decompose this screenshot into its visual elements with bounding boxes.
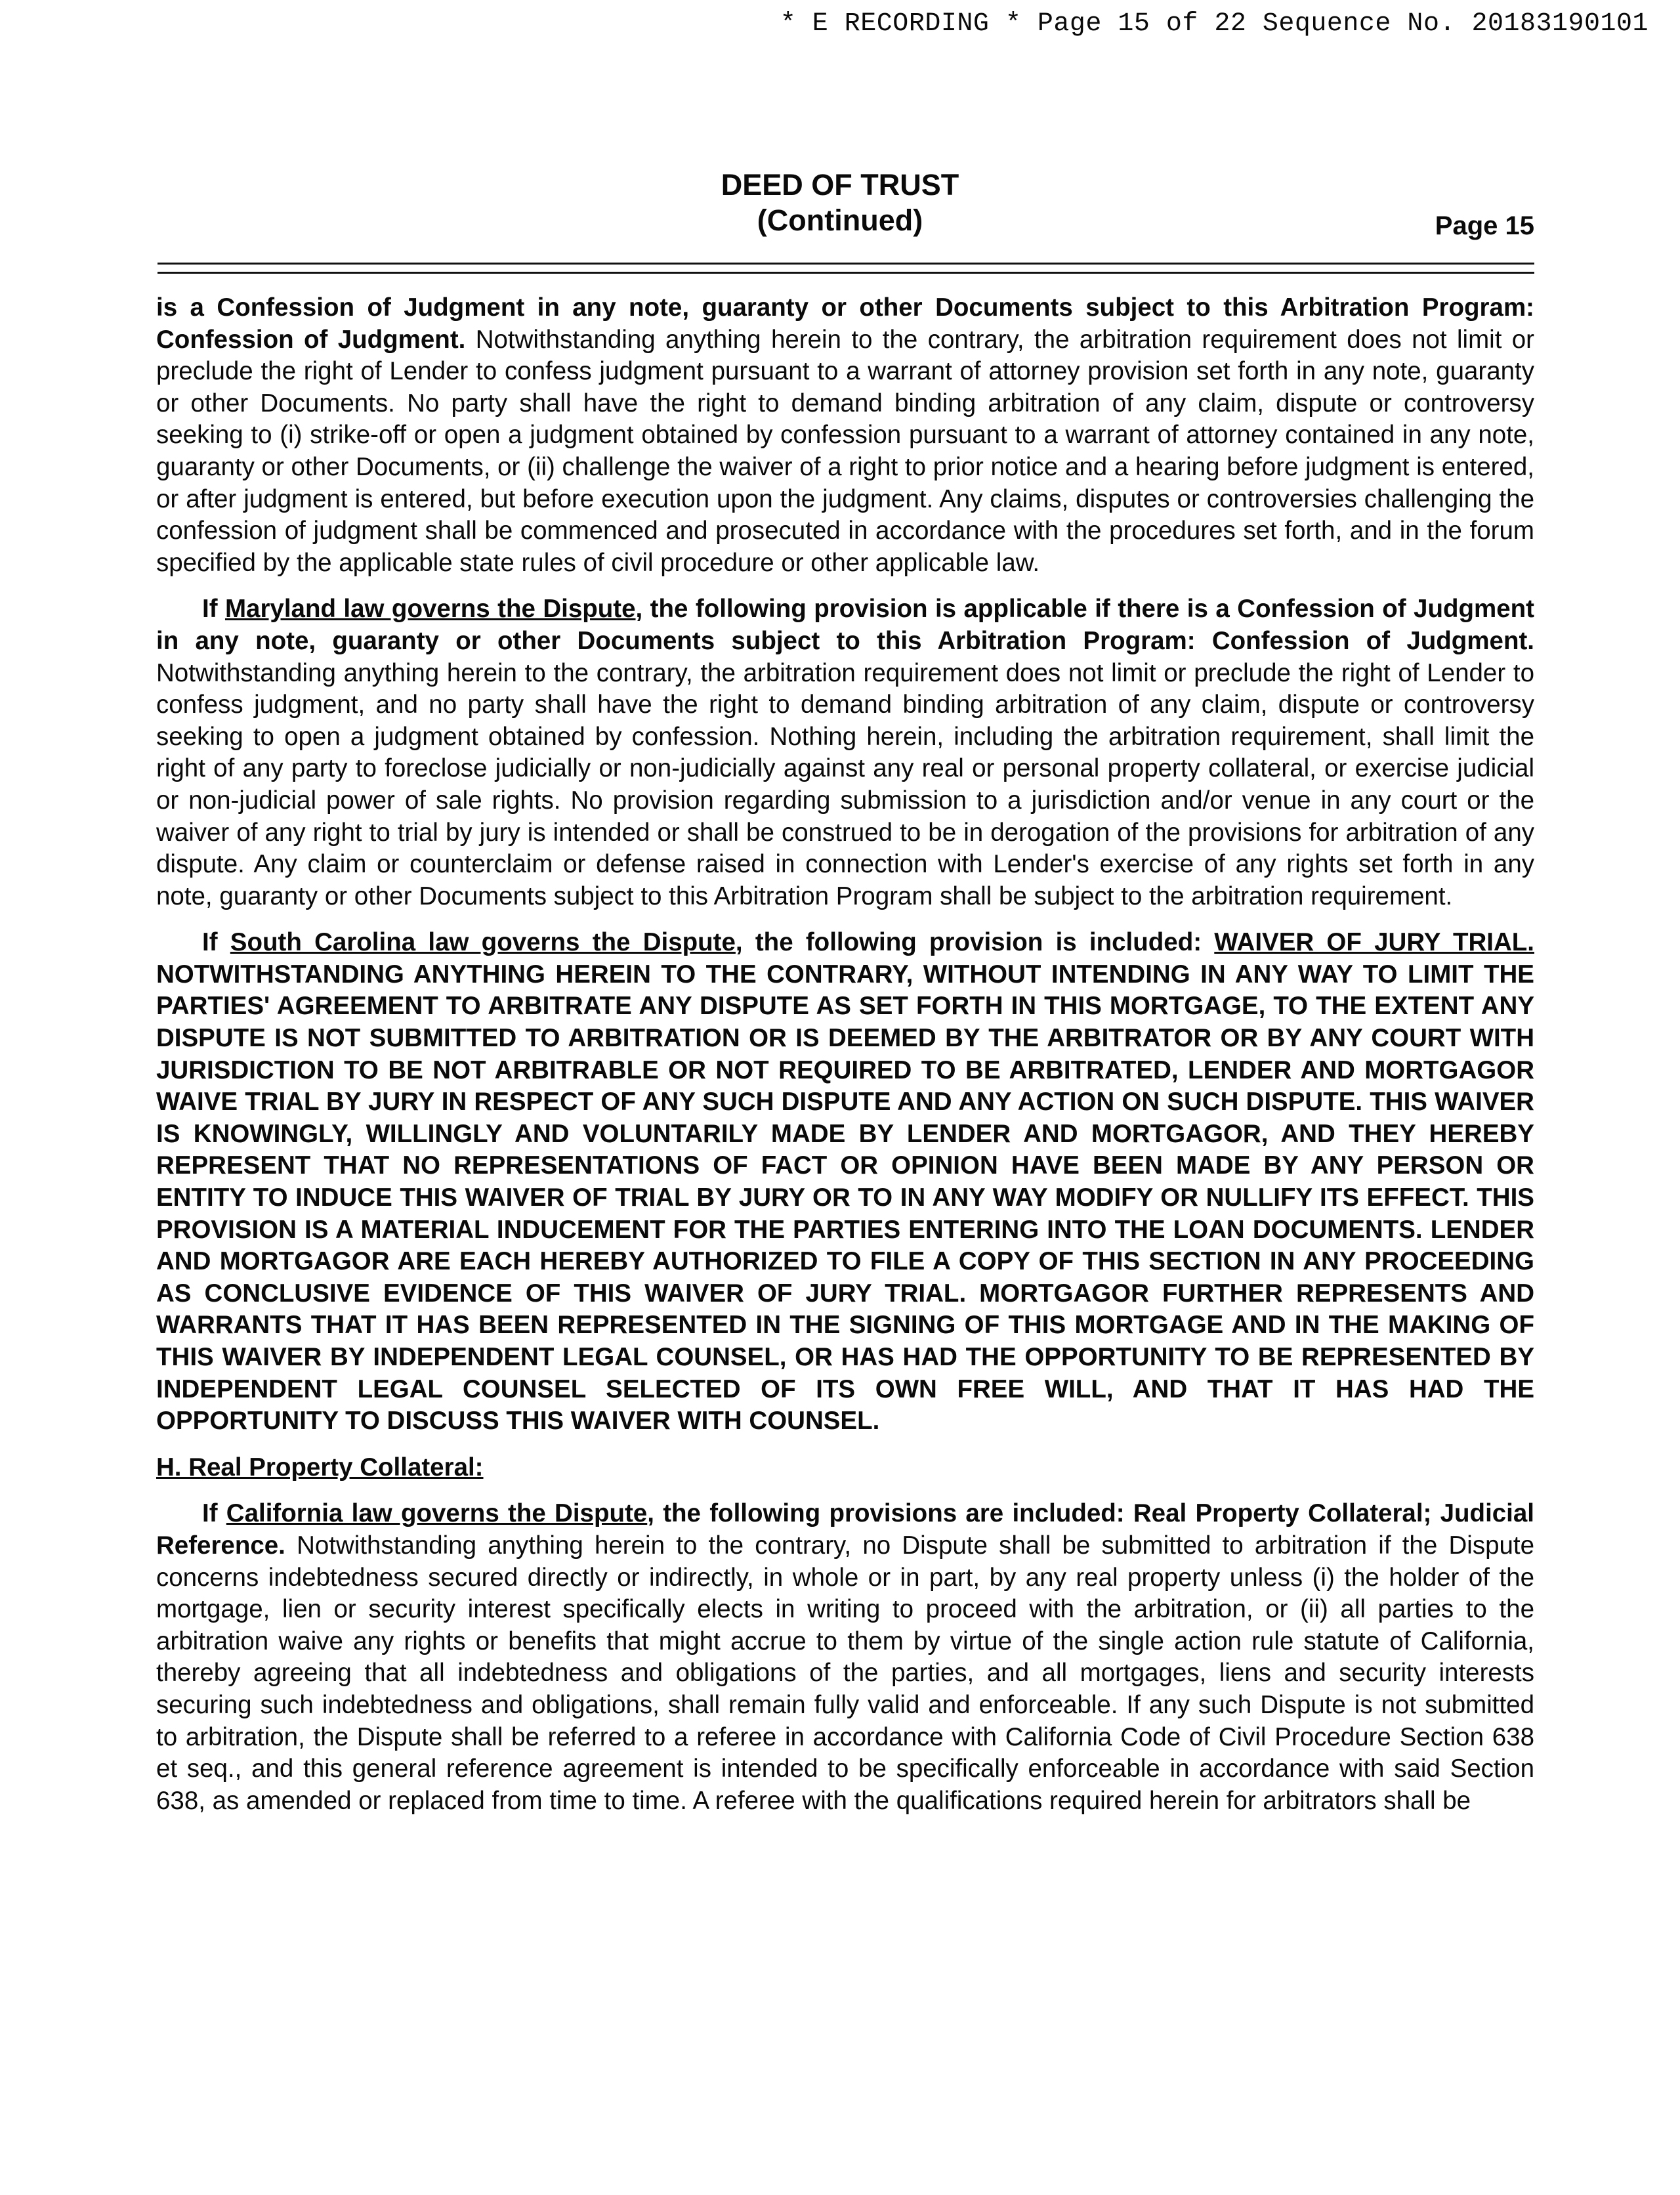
paragraph-lead: , the following provisions are included: Real Property Collateral; Judicial Reference. — [156, 1499, 1534, 1560]
paragraph-if: If — [202, 928, 230, 957]
jury-trial-waiver-heading: WAIVER OF JURY TRIAL. — [1214, 928, 1535, 957]
document-title: DEED OF TRUST — [721, 168, 959, 202]
document-subtitle: (Continued) — [757, 203, 923, 237]
paragraph-text: Notwithstanding anything herein to the contrary, the arbitration requirement does not limit or preclude the right of Lender to confess judgment pursuant to a warrant of attorney provision set forth in any note, guaranty or other Documents. No party shall have the right to demand binding arbitration of any claim, dispute or controversy seeking to (i) strike-off or open a judgment obtained by confession pursuant to a warrant of attorney contained in any note, guaranty or other Documents, or (ii) challenge the waiver of a right to prior notice and a hearing before judgment is entered, or after judgment is entered, but before execution upon the judgment. Any claims, disputes or controversies challenging the confession of judgment shall be commenced and prosecuted in accordance with the procedures set forth, and in the forum specified by the applicable state rules of civil procedure or other applicable law. — [156, 325, 1534, 577]
paragraph-lead: , the following provision is included: — [735, 928, 1215, 957]
paragraph-if: If — [202, 1499, 226, 1528]
header-rule-top — [158, 263, 1534, 265]
document-header — [0, 167, 1680, 238]
paragraph-caps-text: NOTWITHSTANDING ANYTHING HEREIN TO THE CONTRARY, WITHOUT INTENDING IN ANY WAY TO LIMIT THE PARTIES' AGREEMENT TO ARBITRATE ANY DISPUTE AS SET FORTH IN THIS MORTGAGE, TO THE EXTENT ANY DISPUTE IS NOT SUBMITTED TO ARBITRATION OR IS DEEMED BY THE ARBITRATOR OR BY ANY COURT WITH JURISDICTION TO BE NOT ARBITRABLE OR NOT REQUIRED TO BE ARBITRATED, LENDER AND MORTGAGOR WAIVE TRIAL BY JURY IN RESPECT OF ANY SUCH DISPUTE AND ANY ACTION ON SUCH DISPUTE. THIS WAIVER IS KNOWINGLY, WILLINGLY AND VOLUNTARILY MADE BY LENDER AND MORTGAGOR, AND THEY HEREBY REPRESENT THAT NO REPRESENTATIONS OF FACT OR OPINION HAVE BEEN MADE BY ANY PERSON OR ENTITY TO INDUCE THIS WAIVER OF TRIAL BY JURY OR TO IN ANY WAY MODIFY OR NULLIFY ITS EFFECT. THIS PROVISION IS A MATERIAL INDUCEMENT FOR THE PARTIES ENTERING INTO THE LOAN DOCUMENTS. LENDER AND MORTGAGOR ARE EACH HEREBY AUTHORIZED TO FILE A COPY OF THIS SECTION IN ANY PROCEEDING AS CONCLUSIVE EVIDENCE OF THIS WAIVER OF JURY TRIAL. MORTGAGOR FURTHER REPRESENTS AND WARRANTS THAT IT HAS BEEN REPRESENTED IN THE SIGNING OF THIS MORTGAGE AND IN THE MAKING OF THIS WAIVER BY INDEPENDENT LEGAL COUNSEL, OR HAS HAD THE OPPORTUNITY TO BE REPRESENTED BY INDEPENDENT LEGAL COUNSEL SELECTED OF ITS OWN FREE WILL, AND THAT IT HAS HAD THE OPPORTUNITY TO DISCUSS THIS WAIVER WITH COUNSEL. — [156, 960, 1534, 1436]
paragraph-if: If — [202, 595, 225, 624]
section-heading-h: H. Real Property Collateral: — [156, 1453, 484, 1481]
maryland-law-link: Maryland law governs the Dispute — [224, 595, 636, 624]
page-number: Page 15 — [1435, 211, 1534, 240]
paragraph-text: Notwithstanding anything herein to the contrary, no Dispute shall be submitted to arbitration if the Dispute concerns indebtedness secured directly or indirectly, in whole or in part, by any real property unless (i) the holder of the mortgage, lien or security interest specifically elects in writing to proceed with the arbitration, or (ii) all parties to the arbitration waive any rights or benefits that might accrue to them by virtue of the single action rule statute of California, thereby agreeing that all indebtedness and obligations of the parties, and all mortgages, liens and security interests securing such indebtedness and obligations, shall remain fully valid and enforceable. If any such Dispute is not submitted to arbitration, the Dispute shall be referred to a referee in accordance with California Code of Civil Procedure Section 638 et seq., and this general reference agreement is intended to be specifically enforceable in accordance with said Section 638, as amended or replaced from time to time. A referee with the qualifications required herein for arbitrators shall be — [156, 1531, 1534, 1815]
paragraph-maryland — [156, 593, 1534, 912]
document-body — [156, 292, 1534, 1831]
paragraph-california — [156, 1498, 1534, 1817]
paragraph-lead: is a Confession of Judgment in any note, guaranty or other Documents subject to this Arbitration Program: Confession of Judgment. — [156, 293, 1534, 354]
south-carolina-law-link: South Carolina law governs the Dispute — [230, 928, 736, 957]
paragraph-confession-judgment — [156, 292, 1534, 579]
paragraph-text: Notwithstanding anything herein to the contrary, the arbitration requirement does not limit or preclude the right of Lender to confess judgment, and no party shall have the right to demand binding arbitration of any claim, dispute or controversy seeking to open a judgment obtained by confession. Nothing herein, including the arbitration requirement, shall limit the right of any party to foreclose judicially or non-judicially against any real or personal property collateral, or exercise judicial or non-judicial power of sale rights. No provision regarding submission to a jurisdiction and/or venue in any court or the waiver of any right to trial by jury is intended or shall be construed to be in derogation of the provisions for arbitration of any dispute. Any claim or counterclaim or defense raised in connection with Lender's exercise of any rights set forth in any note, guaranty or other Documents subject to this Arbitration Program shall be subject to the arbitration requirement. — [156, 658, 1534, 910]
paragraph-lead: , the following provision is applicable if there is a Confession of Judgment in any note, guaranty or other Documents subject to this Arbitration Program: Confession of Judgment. — [156, 595, 1534, 655]
paragraph-south-carolina — [156, 927, 1534, 1438]
header-rule-bottom — [158, 272, 1534, 274]
recording-stamp: * E RECORDING * Page 15 of 22 Sequence No. 20183190101 — [780, 9, 1648, 39]
california-law-link: California law governs the Dispute — [226, 1499, 648, 1528]
